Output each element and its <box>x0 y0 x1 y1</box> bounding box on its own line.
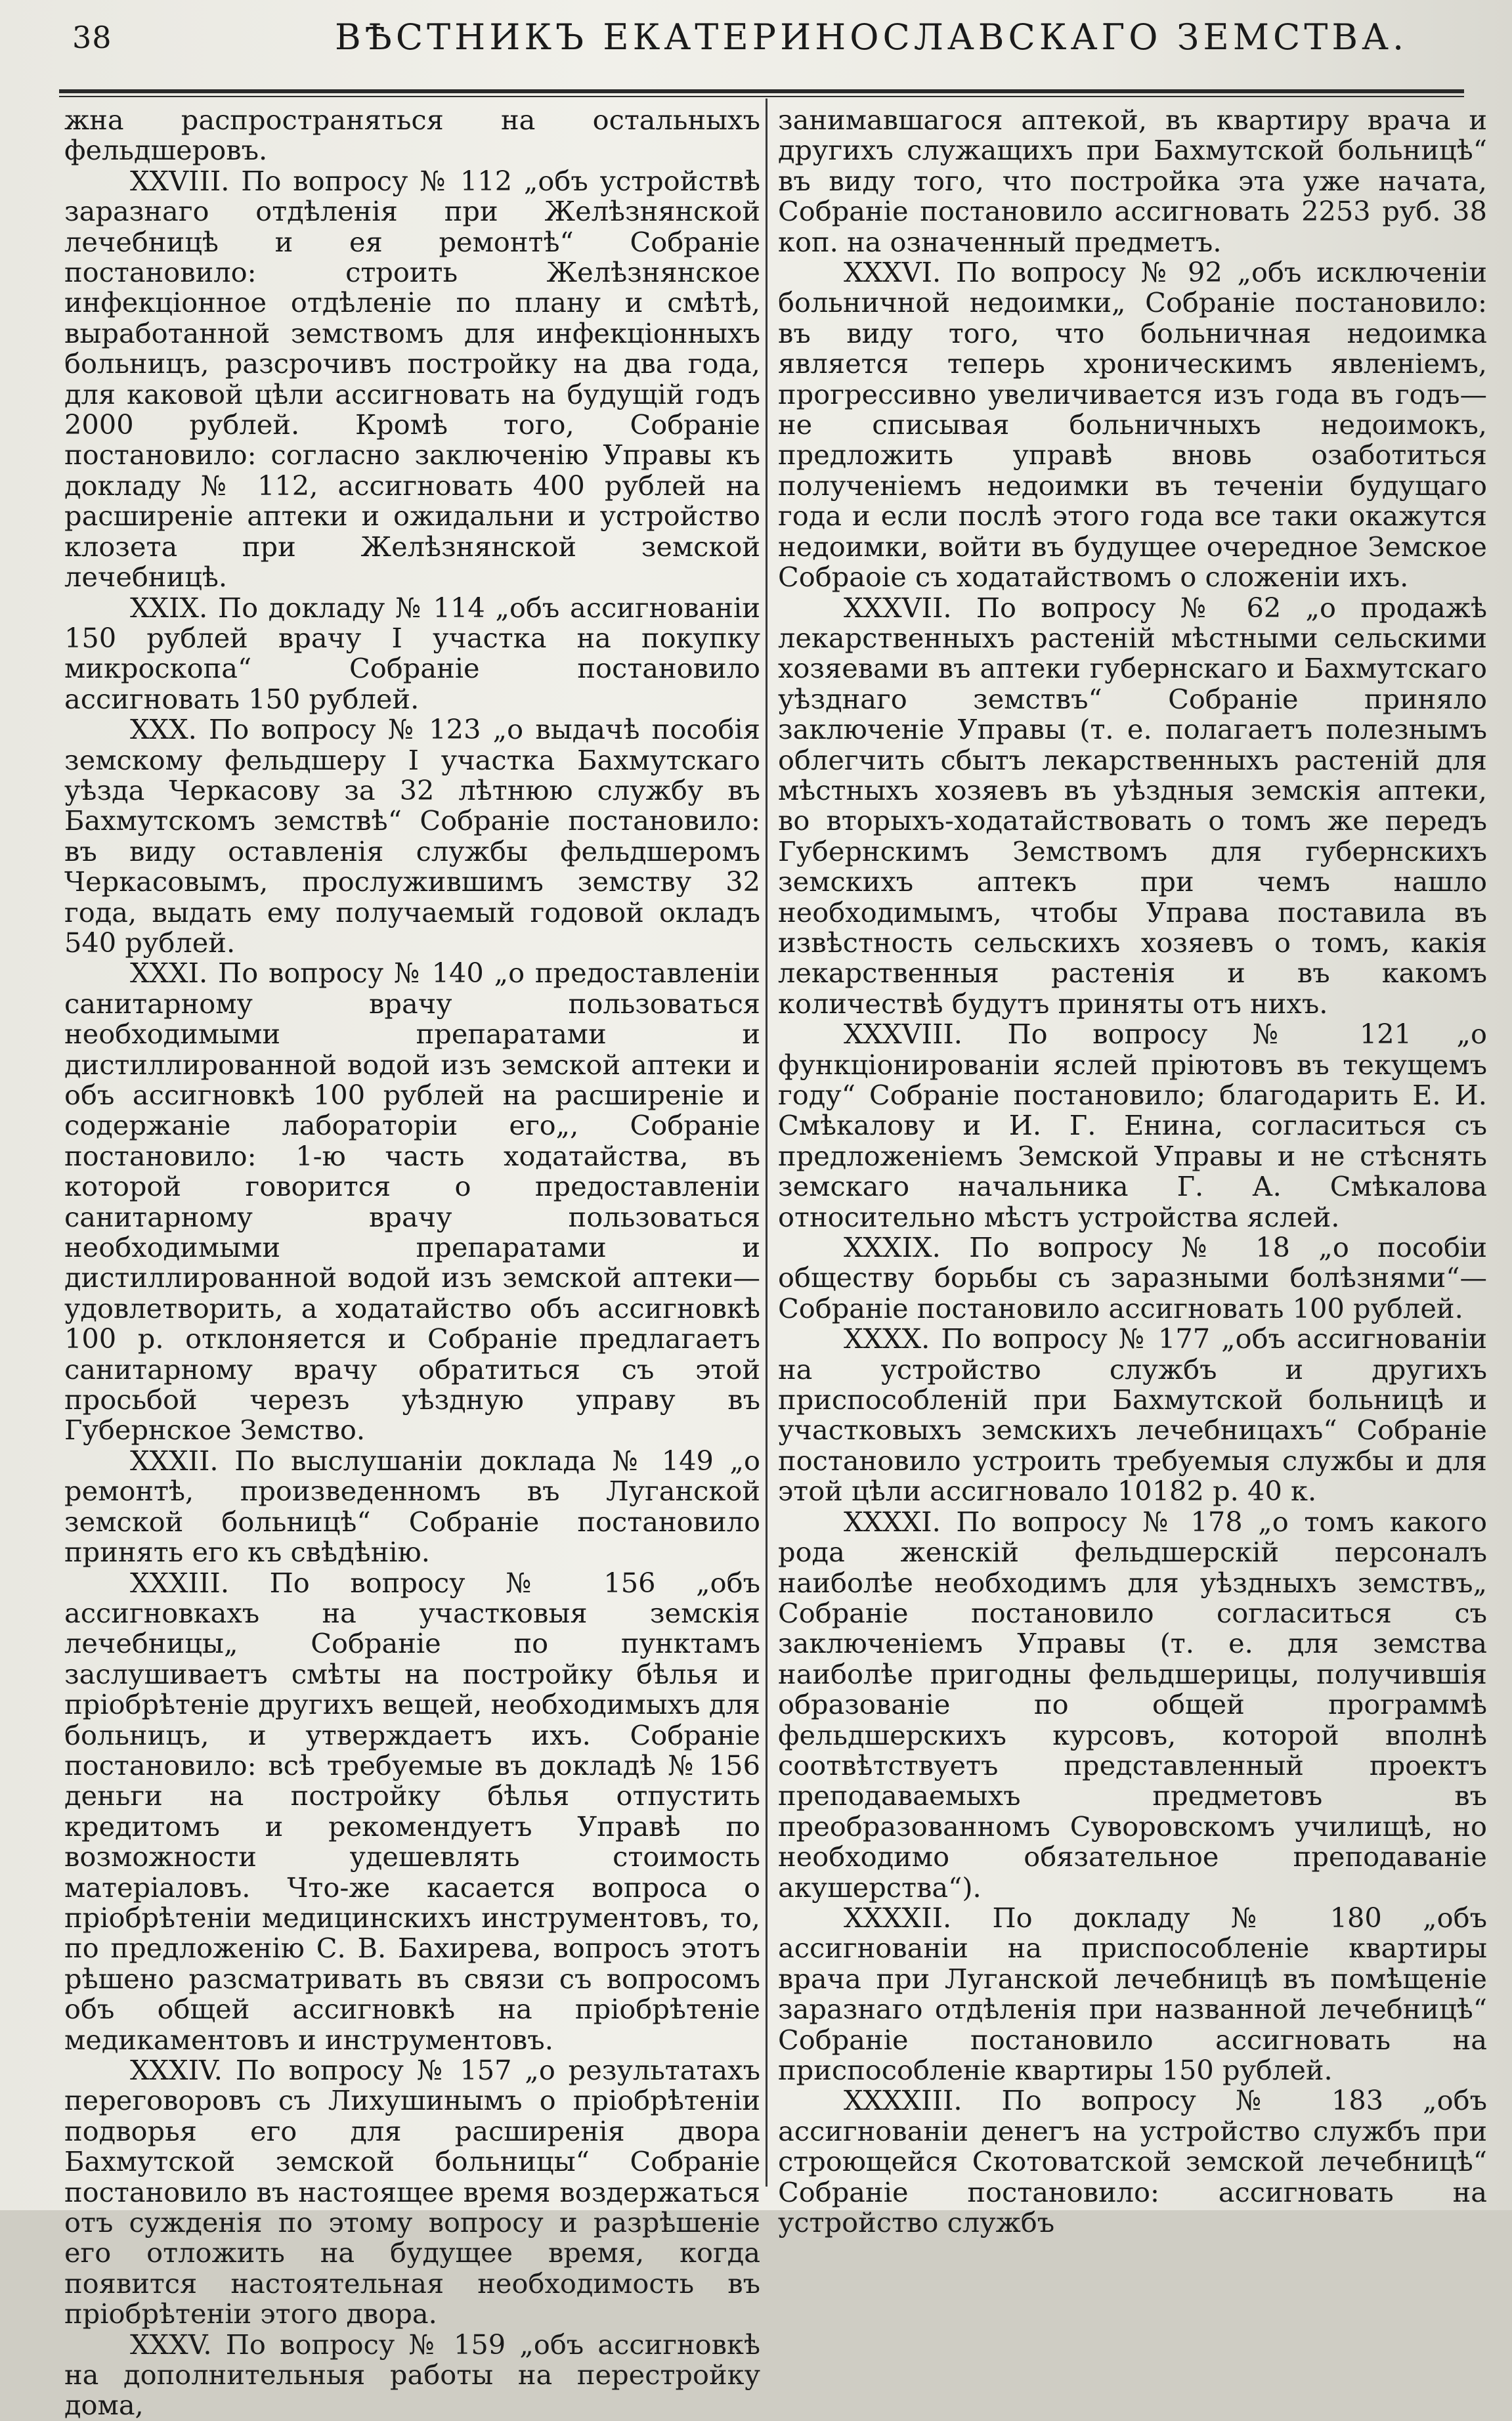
paragraph: XXXIX. По вопросу № 18 „о пособіи обществу борьбы съ заразными болѣзнями“—Собраніе постановило ассигновать 100 рублей. <box>778 1231 1487 1324</box>
paragraph: XXXVI. По вопросу № 92 „объ исключеніи больничной недоимки„ Собраніе постановило: въ виду того, что больничная недоимка является теперь хроническимъ явленіемъ, прогрессивно увеличивается изъ года въ годъ—не списывая больничныхъ недоимокъ, предложить управѣ вновь озаботиться полученіемъ недоимки въ теченіи будущаго года и если послѣ этого года все таки окажутся недоимки, войти въ будущее очередное Земское Собраоіе съ ходатайствомъ о сложеніи ихъ. <box>778 256 1487 594</box>
left-column <box>64 104 760 2421</box>
column-divider <box>766 98 767 2187</box>
paragraph: XXXVIII. По вопросу № 121 „о функціонированіи яслей пріютовъ въ текущемъ году“ Собраніе постановило; благодарить Е. И. Смѣкалову и И. Г. Енина, согласиться съ предложеніемъ Земской Управы и не стѣснять земскаго начальника Г. А. Смѣкалова относительно мѣстъ устройства яслей. <box>778 1018 1487 1233</box>
paragraph: XXXXI. По вопросу № 178 „о томъ какого рода женскій фельдшерскій персоналъ наиболѣе необходимъ для уѣздныхъ земствъ„ Собраніе постановило согласиться съ заключеніемъ Управы (т. е. для земства наиболѣе пригодны фельдшерицы, получившія образованіе по общей программѣ фельдшерскихъ курсовъ, которой вполнѣ соотвѣтствуетъ представленный проектъ преподаваемыхъ предметовъ въ преобразованномъ Суворовскомъ училищѣ, но необходимо обязательное преподаваніе акушерства“). <box>778 1505 1487 1904</box>
paragraph: XXXXIII. По вопросу № 183 „объ ассигнованіи денегъ на устройство службъ при строющейся Скотоватской земской лечебницѣ“ Собраніе постановило: ассигновать на устройство службъ <box>778 2084 1487 2239</box>
right-column <box>778 104 1487 2239</box>
paragraph: XXIX. По докладу № 114 „объ ассигнованіи 150 рублей врачу I участка на покупку микроскопа“ Собраніе постановило ассигновать 150 рублей. <box>64 591 760 715</box>
paragraph: XXXIV. По вопросу № 157 „о результатахъ переговоровъ съ Лихушинымъ о пріобрѣтеніи подворья его для расширенія двора Бахмутской земской больницы“ Собраніе постановило въ настоящее время воздержаться отъ сужденія по этому вопросу и разрѣшеніе его отложить на будущее время, когда появится настоятельная необходимость въ пріобрѣтеніи этого двора. <box>64 2054 760 2330</box>
paragraph: XXXV. По вопросу № 159 „объ ассигновкѣ на дополнительныя работы на перестройку дома, <box>64 2328 760 2421</box>
paragraph: XXXIII. По вопросу № 156 „объ ассигновкахъ на участковыя земскія лечебницы„ Собраніе по пунктамъ заслушиваетъ смѣты на постройку бѣлья и пріобрѣтеніе другихъ вещей, необходимыхъ для больницъ, и утверждаетъ ихъ. Собраніе постановило: всѣ требуемые въ докладѣ № 156 деньги на постройку бѣлья отпустить кредитомъ и рекомендуетъ Управѣ по возможности удешевлять стоимость матеріаловъ. Что-же касается вопроса о пріобрѣтеніи медицинскихъ инструментовъ, то, по предложенію С. В. Бахирева, вопросъ этотъ рѣшено разсматривать въ связи съ вопросомъ объ общей ассигновкѣ на пріобрѣтеніе медикаментовъ и инструментовъ. <box>64 1566 760 2056</box>
paragraph: жна распространяться на остальныхъ фельдшеровъ. <box>64 104 760 167</box>
paragraph: XXX. По вопросу № 123 „о выдачѣ пособія земскому фельдшеру I участка Бахмутскаго уѣзда Черкасову за 32 лѣтнюю службу въ Бахмутскомъ земствѣ“ Собраніе постановило: въ виду оставленія службы фельдшеромъ Черкасовымъ, прослужившимъ земству 32 года, выдать ему получаемый годовой окладъ 540 рублей. <box>64 713 760 959</box>
paragraph: XXXX. По вопросу № 177 „объ ассигнованіи на устройство службъ и другихъ приспособленій при Бахмутской больницѣ и участковыхъ земскихъ лечебницахъ“ Собраніе постановило устроить требуемыя службы и для этой цѣли ассигновало 10182 р. 40 к. <box>778 1322 1487 1508</box>
running-title: ВѢСТНИКЪ ЕКАТЕРИНОСЛАВСКАГО ЗЕМСТВА. <box>335 16 1408 58</box>
page-number: 38 <box>72 20 112 55</box>
paragraph: XXVIII. По вопросу № 112 „объ устройствѣ заразнаго отдѣленія при Желѣзнянской лечебницѣ и ея ремонтѣ“ Собраніе постановило: строить Желѣзнянское инфекціонное отдѣленіе по плану и смѣтѣ, выработанной земствомъ для инфекціонныхъ больницъ, разсрочивъ постройку на два года, для каковой цѣли ассигновать на будущій годъ 2000 рублей. Кромѣ того, Собраніе постановило: согласно заключенію Управы къ докладу № 112, ассигновать 400 рублей на расширеніе аптеки и ожидальни и устройство клозета при Желѣзнянской земской лечебницѣ. <box>64 164 760 594</box>
paragraph: XXXII. По выслушаніи доклада № 149 „о ремонтѣ, произведенномъ въ Луганской земской больницѣ“ Собраніе постановило принять его къ свѣдѣнію. <box>64 1444 760 1569</box>
paragraph: занимавшагося аптекой, въ квартиру врача и другихъ служащихъ при Бахмутской больницѣ“ въ виду того, что постройка эта уже начата, Собраніе постановило ассигновать 2253 руб. 38 коп. на означенный предметъ. <box>778 104 1487 258</box>
paragraph: XXXVII. По вопросу № 62 „о продажѣ лекарственныхъ растеній мѣстными сельскими хозяевами въ аптеки губернскаго и Бахмутскаго уѣзднаго земствъ“ Собраніе приняло заключеніе Управы (т. е. полагаетъ полезнымъ облегчить сбытъ лекарственныхъ растеній для мѣстныхъ хозяевъ въ уѣздныя земскія аптеки, во вторыхъ-ходатайствовать о томъ же передъ Губернскимъ Земствомъ для губернскихъ земскихъ аптекъ при чемъ нашло необходимымъ, чтобы Управа поставила въ извѣстность сельскихъ хозяевъ о томъ, какія лекарственныя растенія и въ какомъ количествѣ будутъ приняты отъ нихъ. <box>778 591 1487 1020</box>
paragraph: XXXI. По вопросу № 140 „о предоставленіи санитарному врачу пользоваться необходимыми препаратами и дистиллированной водой изъ земской аптеки и объ ассигновкѣ 100 рублей на расширеніе и содержаніе лабораторіи его„, Собраніе постановило: 1-ю часть ходатайства, въ которой говорится о предоставленіи санитарному врачу пользоваться необходимыми препаратами и дистиллированной водой изъ земской аптеки—удовлетворить, а ходатайство объ ассигновкѣ 100 р. отклоняется и Собраніе предлагаетъ санитарному врачу обратиться съ этой просьбой черезъ уѣздную управу въ Губернское Земство. <box>64 957 760 1447</box>
paragraph: XXXXII. По докладу № 180 „объ ассигнованіи на приспособленіе квартиры врача при Луганской лечебницѣ въ помѣщеніе заразнаго отдѣленія при названной лечебницѣ“ Собраніе постановило ассигновать на приспособленіе квартиры 150 рублей. <box>778 1901 1487 2086</box>
header-rule-thin <box>59 96 1464 97</box>
header-rule <box>59 89 1464 93</box>
